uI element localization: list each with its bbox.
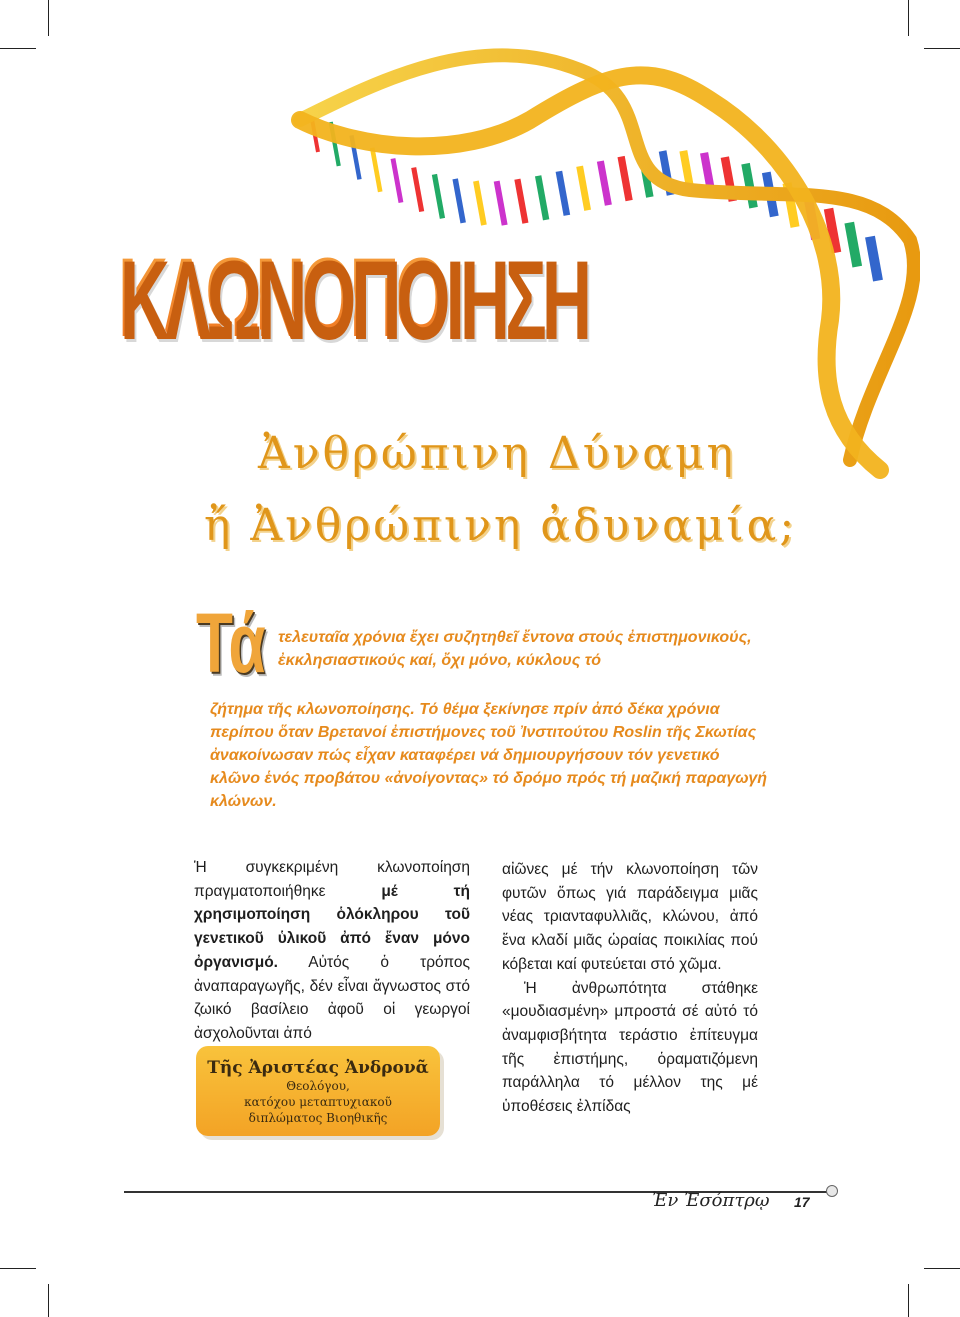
author-role: Θεολόγου, — [286, 1079, 350, 1093]
crop-mark — [48, 1284, 49, 1317]
helix-rung — [414, 168, 422, 212]
body-paragraph: Ἡ ἀνθρωπότητα στάθηκε «μουδιασμένη» μπροστά σέ αὐτό τό ἀναμφισβήτητα τεράστιο ἐπίτευγμα τῆς ἐπιστήμης, ὁραματιζόμενη παράλληλα τό μέλλον της μέ ὑποθέσεις ἐλπίδας — [502, 979, 758, 1116]
helix-rung — [580, 166, 588, 210]
crop-mark — [924, 1268, 960, 1269]
author-name: Τῆς Ἀριστέας Ἀνδρονᾶ — [207, 1058, 429, 1078]
helix-rung — [621, 157, 629, 201]
author-box — [196, 1046, 440, 1136]
body-column-right — [502, 858, 758, 1119]
helix-rung — [393, 159, 401, 203]
intro-paragraph-rest: ζήτημα τῆς κλωνοποίησης. Τό θέμα ξεκίνησε πρίν ἀπό δέκα χρόνια περίπου ὅταν Βρετανοί ἐπιστήμονες τοῦ Ἰνστιτούτου Roslin τῆς Σκωτίας ἀνακοίνωσαν πώς εἶχαν καταφέρει νά δημιουργήσουν τόν γενετικό κλῶνο ἑνός προβάτου «ἀνοίγοντας» τό δρόμο πρός τή μαζική παραγωγή κλώνων. — [210, 701, 767, 810]
crop-mark — [908, 0, 909, 36]
crop-mark — [0, 1268, 36, 1269]
subtitle-line-1: Ἀνθρώπινη Δύναμη — [258, 428, 736, 479]
drop-cap: Τά — [196, 596, 266, 690]
helix-rung — [476, 181, 484, 225]
crop-mark — [924, 48, 960, 49]
helix-rung — [746, 164, 754, 208]
helix-rung — [372, 148, 380, 192]
helix-rung — [849, 223, 857, 267]
helix-rung — [559, 171, 567, 215]
emphasis-text: μέ τή χρησιμοποίηση ὁλόκληρου τοῦ γενετικοῦ ὑλικοῦ ἀπό ἕναν μόνο ὀργανισμό. — [194, 882, 470, 971]
crop-mark — [908, 1284, 909, 1317]
helix-rung — [434, 174, 442, 218]
crop-mark — [48, 0, 49, 36]
helix-rung — [538, 176, 546, 220]
article-title: ΚΛΩΝΟΠΟΙΗΣΗ — [118, 228, 447, 368]
author-role: κατόχου μεταπτυχιακοῦ — [244, 1095, 392, 1109]
subtitle-line-2: ἤ Ἀνθρώπινη ἀδυναμία; — [204, 500, 798, 551]
intro-paragraph-start: τελευταῖα χρόνια ἔχει συζητηθεῖ ἔντονα στούς ἐπιστημονικούς, ἐκκλησιαστικούς καί, ὄχι μόνο, κύκλους τό — [278, 629, 752, 669]
helix-rung — [455, 179, 463, 223]
footer-dot-ornament — [826, 1185, 838, 1197]
page-number: 17 — [794, 1194, 810, 1210]
helix-rung — [600, 161, 608, 205]
helix-rung — [870, 237, 878, 281]
footer-magazine-name: Ἐν Ἐσόπτρῳ — [652, 1190, 770, 1211]
helix-rung — [497, 181, 505, 225]
author-role: διπλώματος Βιοηθικῆς — [248, 1111, 388, 1125]
helix-rung — [517, 179, 525, 223]
crop-mark — [0, 48, 36, 49]
body-paragraph: αἰῶνες μέ τήν κλωνοποίηση τῶν φυτῶν ὅπως γιά παράδειγμα μιᾶς νέας τριανταφυλλιᾶς, κλώνου, ἀπό ἕνα κλαδί μιᾶς ὡραίας ποικιλίας πού κόβεται καί φυτεύεται στό χῶμα. — [502, 861, 758, 973]
body-column-left — [194, 856, 470, 1046]
body-paragraph: Ἡ συγκεκριμένη κλωνοποίηση πραγματοποιήθηκε μέ τή χρησιμοποίηση ὁλόκληρου τοῦ γενετικοῦ ὑλικοῦ ἀπό ἕναν μόνο ὀργανισμό. Αὐτός ὁ τρόπος ἀναπαραγωγῆς, δέν εἶναι ἄγνωστος στό ζωικό βασίλειο ἀφοῦ οἱ γεωργοί ἀσχολοῦνται ἀπό — [194, 859, 470, 1042]
